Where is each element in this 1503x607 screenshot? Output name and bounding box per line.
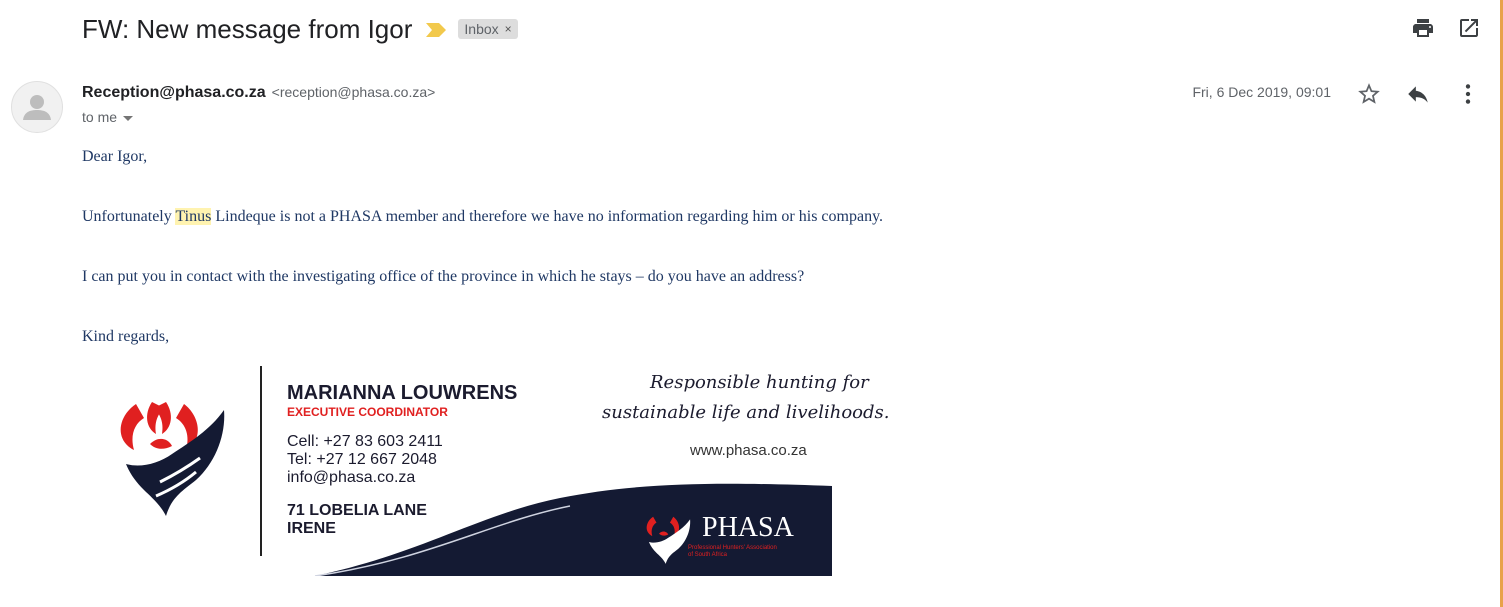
more-options-icon[interactable]: [1455, 81, 1481, 107]
signature-banner: [100, 364, 890, 576]
subject-row: [82, 12, 518, 46]
signature-tel: Tel: +27 12 667 2048: [287, 451, 437, 468]
signature-email[interactable]: info@phasa.co.za: [287, 469, 416, 486]
star-icon[interactable]: [1356, 81, 1382, 107]
signature-title: EXECUTIVE COORDINATOR: [287, 405, 448, 419]
para1-text-start: Unfortunately: [82, 208, 176, 225]
signature-website[interactable]: www.phasa.co.za: [690, 442, 807, 459]
email-paragraph-2: I can put you in contact with the investigating office of the province in which he stays – do you have an address?: [82, 268, 805, 285]
phasa-bull-logo: [121, 402, 225, 516]
label-chip-text: Inbox: [464, 21, 499, 37]
chevron-down-icon[interactable]: [123, 116, 133, 121]
email-greeting: Dear Igor,: [82, 148, 148, 165]
signature-address-line1: 71 LOBELIA LANE: [287, 502, 427, 519]
search-highlight: Tinus: [175, 208, 212, 225]
email-date: Fri, 6 Dec 2019, 09:01: [1192, 84, 1331, 100]
open-in-new-window-icon[interactable]: [1457, 16, 1481, 40]
signature-cell: Cell: +27 83 603 2411: [287, 433, 443, 450]
label-chip-inbox[interactable]: [458, 19, 517, 39]
email-subject: FW: New message from Igor: [82, 13, 413, 44]
recipient-toggle[interactable]: [82, 109, 133, 125]
signature-tagline-2: sustainable life and livelihoods.: [602, 402, 890, 423]
default-avatar-icon: [12, 82, 62, 132]
signature-address-line2: IRENE: [287, 520, 336, 537]
signature-name: MARIANNA LOUWRENS: [287, 382, 518, 404]
remove-label-icon[interactable]: ×: [504, 22, 512, 36]
sender-email: <reception@phasa.co.za>: [271, 84, 436, 100]
sender-avatar[interactable]: [11, 81, 63, 133]
sender-row: [82, 84, 435, 102]
brand-subtitle-2: of South Africa: [688, 552, 728, 558]
brand-subtitle-1: Professional Hunters' Association: [688, 545, 777, 551]
email-closing: Kind regards,: [82, 328, 170, 345]
recipient-label: to me: [82, 109, 118, 125]
email-paragraph-1: [82, 208, 883, 226]
print-icon[interactable]: [1411, 16, 1435, 40]
brand-name: PHASA: [702, 512, 794, 543]
sender-name[interactable]: Reception@phasa.co.za: [82, 84, 266, 101]
para1-text-end: Lindeque is not a PHASA member and therefore we have no information regarding him or his company.: [211, 208, 884, 225]
importance-marker-icon[interactable]: [426, 23, 446, 37]
reply-icon[interactable]: [1405, 81, 1431, 107]
signature-tagline-1: Responsible hunting for: [650, 372, 869, 393]
